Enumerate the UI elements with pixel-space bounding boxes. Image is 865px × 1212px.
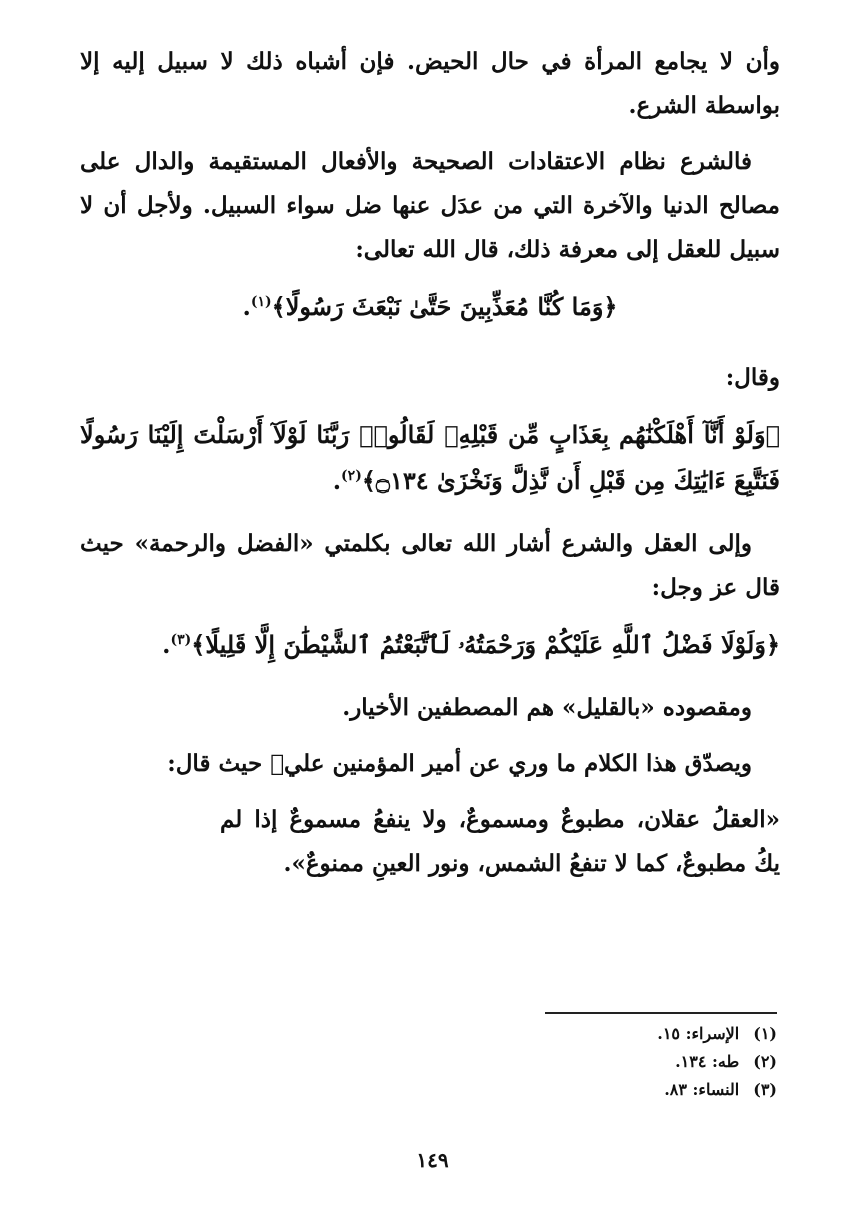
footnote-number: (١) [753,1024,777,1043]
footnote-text: طه: ١٣٤. [675,1052,740,1071]
paragraph-5: ويصدّق هذا الكلام ما وري عن أمير المؤمنين علي﷣ حيث قال: [167,750,752,777]
page-body [80,40,780,896]
footnote-2 [537,1048,777,1076]
page-number: ١٤٩ [416,1148,449,1172]
quran-verse-3 [80,622,780,668]
quran-verse-2 [80,412,780,504]
footnote-3 [537,1076,777,1104]
footnote-text: الإسراء: ١٥. [657,1024,740,1043]
paragraph-2: فالشرع نظام الاعتقادات الصحيحة والأفعال المستقيمة والدال على مصالح الدنيا والآخرة التي من عدَل عنها ضل سواء السبيل. ولأجل أن لا سبيل للعقل إلى معرفة ذلك، قال الله تعالى: [80,148,780,263]
verse-1-text: ﴿وَمَا كُنَّا مُعَذِّبِينَ حَتَّىٰ نَبْعَثَ رَسُولًا﴾ [271,292,618,321]
verse-2-text: ﴿وَلَوْ أَنَّآ أَهْلَكْنَٰهُم بِعَذَابٍ مِّن قَبْلِهِۦ لَقَالُوا۟ رَبَّنَا لَوْلَآ أَرْسَلْتَ إِلَيْنَا رَسُولًا فَنَتَّبِعَ ءَايَٰتِكَ مِن قَبْلِ أَن نَّذِلَّ وَنَخْزَىٰ ۝١٣٤﴾ [80,420,780,495]
verse-1-end: . [242,292,251,321]
verse-3-end: . [162,630,171,659]
paragraph-3: وإلى العقل والشرع أشار الله تعالى بكلمتي «الفضل والرحمة» حيث قال عز وجل: [80,530,780,601]
footnote-ref-2[interactable]: (٢) [341,468,362,484]
footnote-number: (٢) [753,1052,777,1071]
quran-verse-1 [80,284,780,330]
footnotes [537,1020,777,1104]
footnote-ref-1[interactable]: (١) [250,294,272,310]
verse-2-end: . [332,466,342,495]
footnote-text: النساء: ٨٣. [664,1080,740,1099]
paragraph-1: وأن لا يجامع المرأة في حال الحيض. فإن أشباه ذلك لا سبيل إليه إلا بواسطة الشرع. [80,48,780,119]
paragraph-4: ومقصوده «بالقليل» هم المصطفين الأخيار. [342,694,752,721]
footnote-ref-3[interactable]: (٣) [170,632,192,648]
hadith-quote: «العقلُ عقلان، مطبوعٌ ومسموعٌ، ولا ينفعُ مسموعٌ إذا لم يكُ مطبوعٌ، كما لا تنفعُ الشمس، ونور العينِ ممنوعٌ». [220,806,780,877]
footnote-number: (٣) [753,1080,777,1099]
footnote-divider [545,1012,777,1014]
verse-3-text: ﴿وَلَوْلَا فَضْلُ ٱللَّهِ عَلَيْكُمْ وَرَحْمَتُهُۥ لَٱتَّبَعْتُمُ ٱلشَّيْطَٰنَ إِلَّا قَلِيلًا﴾ [191,630,780,659]
footnote-1 [537,1020,777,1048]
said-label: وقال: [725,364,780,391]
